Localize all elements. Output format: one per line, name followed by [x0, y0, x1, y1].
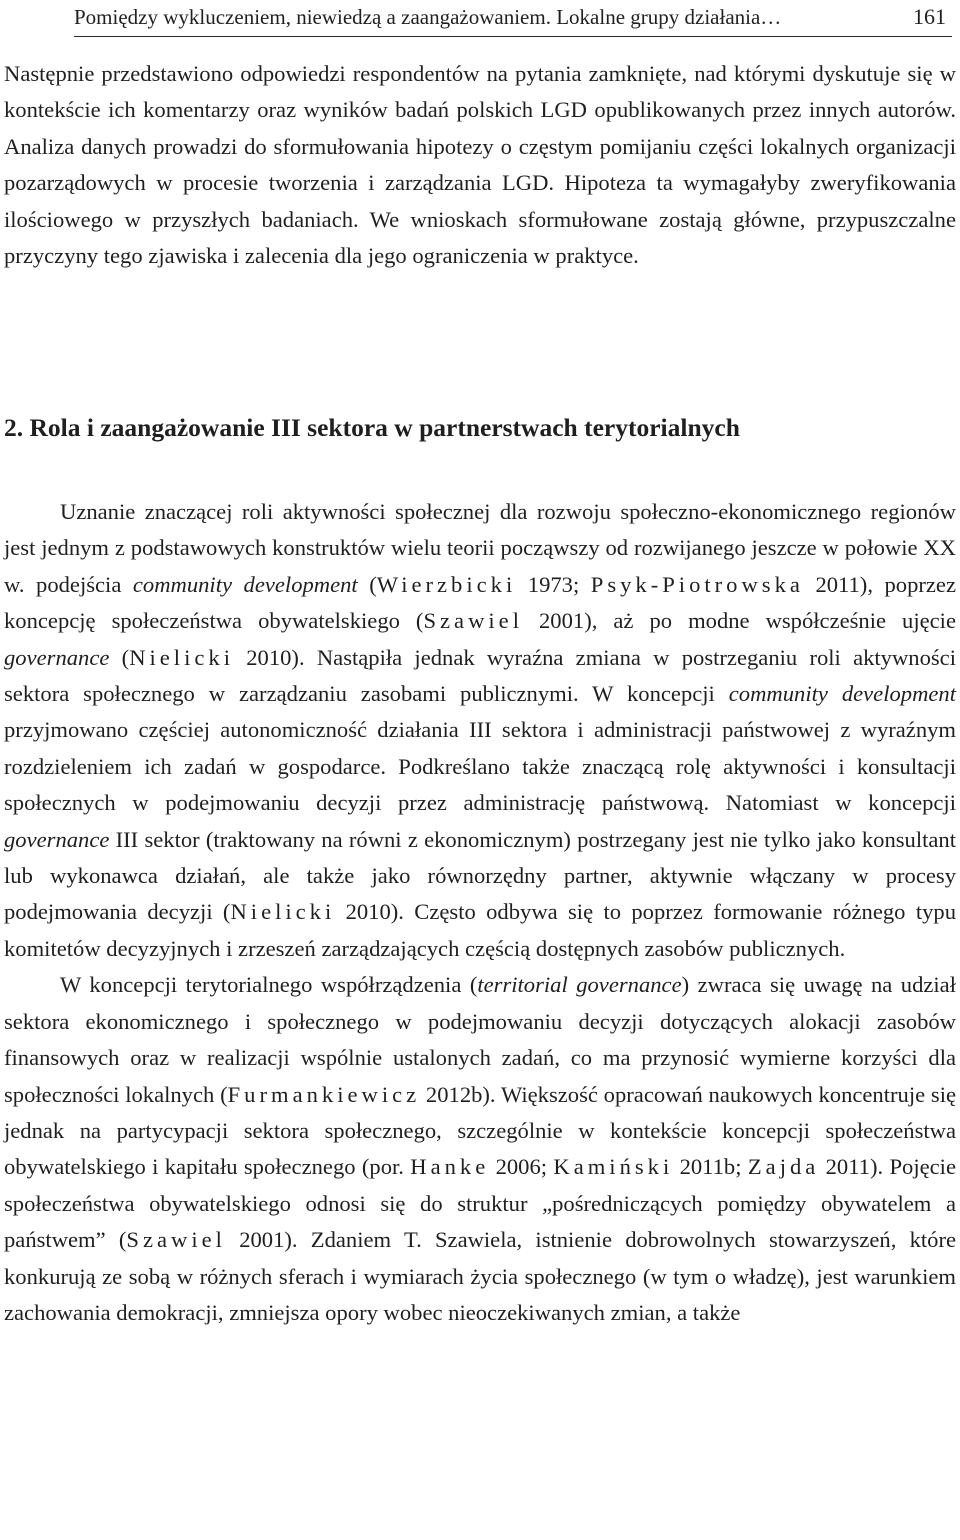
- text-run: (: [109, 644, 130, 670]
- page-number: 161: [913, 4, 946, 29]
- text-run: przyjmowano częściej autonomiczność działania III sektora i administracji państwowej z wyraźnym rozdzieleniem ich zadań w gospodarce. Podkreślano także znaczącą rolę aktywności i konsultacji społecznych w podejmowaniu decyzji przez administrację państwową. Natomiast w koncepcji: [4, 717, 956, 816]
- text-run: 2011b;: [673, 1154, 748, 1180]
- text-run: 2012b). Większość opracowań naukowych koncentruje się jednak na partycypacji sektora społecznego, szczególnie w kontekście koncepcji społeczeństwa obywatelskiego i kapitału społecznego (por.: [4, 1081, 956, 1180]
- italic-term: territorial governance: [477, 972, 682, 998]
- text-run: 2006;: [489, 1154, 554, 1180]
- intro-paragraph-block: [4, 56, 956, 274]
- author-citation: Zajda: [747, 1154, 820, 1180]
- text-run: 2010). Nastąpiła jednak wyraźna zmiana w postrzeganiu roli aktywności sektora społecznego w zarządzaniu zasobami publicznymi. W koncepcji: [4, 644, 956, 707]
- author-citation: Furmankiewicz: [227, 1081, 421, 1107]
- section-body: [4, 494, 956, 1331]
- text-run: ) zwraca się uwagę na udział sektora ekonomicznego i społecznego w podejmowaniu decyzji dotyczących alokacji zasobów finansowych oraz w realizacji wspólnie ustalonych zadań, co ma przynosić wymierne korzyści dla społeczności lokalnych (: [4, 972, 956, 1107]
- section-heading: 2. Rola i zaangażowanie III sektora w partnerstwach terytorialnych: [4, 413, 740, 442]
- text-run: W koncepcji terytorialnego współrządzenia (: [60, 972, 478, 998]
- author-citation: Kamiński: [553, 1154, 674, 1180]
- italic-term: community development: [132, 571, 358, 597]
- author-citation: Szawiel: [126, 1227, 226, 1253]
- text-run: 1973;: [516, 571, 591, 597]
- running-head-title: Pomiędzy wykluczeniem, niewiedzą a zaangażowaniem. Lokalne grupy działania…: [74, 5, 782, 29]
- author-citation: Psyk-Piotrowska: [590, 571, 804, 597]
- text-run: III sektor (traktowany na równi z ekonomicznym) postrzegany jest nie tylko jako konsultant lub wykonawca działań, ale także jako równorzędny partner, aktywnie włączany w procesy podejmowania decyzji (: [4, 826, 956, 925]
- italic-term: governance: [4, 644, 110, 670]
- author-citation: Hanke: [410, 1154, 490, 1180]
- author-citation: Nielicki: [129, 644, 234, 670]
- italic-term: governance: [4, 826, 110, 852]
- text-run: 2011). Pojęcie społeczeństwa obywatelskiego odnosi się do struktur „pośredniczących pomiędzy obywatelem a państwem” (: [4, 1154, 956, 1253]
- paragraph-1: [4, 494, 956, 967]
- paragraph-2: [4, 967, 956, 1331]
- text-run: 2011), poprzez koncepcję społeczeństwa obywatelskiego (: [4, 571, 956, 634]
- running-head: [74, 2, 952, 37]
- text-run: 2001), aż po modne współcześnie ujęcie: [522, 608, 956, 634]
- author-citation: Nielicki: [230, 899, 336, 925]
- text-run: Uznanie znaczącej roli aktywności społecznej dla rozwoju społeczno-ekonomicznego regionów jest jednym z podstawowych konstruktów wielu teorii począwszy od rozwijanego jeszcze w połowie XX w. podejścia: [4, 499, 956, 597]
- text-run: 2001). Zdaniem T. Szawiela, istnienie dobrowolnych stowarzyszeń, które konkurują ze sobą w różnych sferach i wymiarach życia społecznego (w tym o władzę), jest warunkiem zachowania demokracji, zmniejsza opory wobec nieoczekiwanych zmian, a także: [4, 1227, 957, 1325]
- author-citation: Szawiel: [423, 608, 523, 634]
- text-run: (: [357, 571, 377, 597]
- text-run: 2010). Często odbywa się to poprzez formowanie różnego typu komitetów decyzyjnych i zrzeszeń zarządzających częścią dostępnych zasobów publicznych.: [4, 899, 956, 961]
- italic-term: community development: [728, 681, 956, 707]
- intro-paragraph: Następnie przedstawiono odpowiedzi respondentów na pytania zamknięte, nad którymi dyskutuje się w kontekście ich komentarzy oraz wyników badań polskich LGD opublikowanych przez innych autorów. Analiza danych prowadzi do sformułowania hipotezy o częstym pomijaniu części lokalnych organizacji pozarządowych w procesie tworzenia i zarządzania LGD. Hipoteza ta wymagałyby zweryfikowania ilościowego w przyszłych badaniach. We wnioskach sformułowane zostają główne, przypuszczalne przyczyny tego zjawiska i zalecenia dla jego ograniczenia w praktyce.: [4, 61, 956, 269]
- author-citation: Wierzbicki: [376, 571, 517, 597]
